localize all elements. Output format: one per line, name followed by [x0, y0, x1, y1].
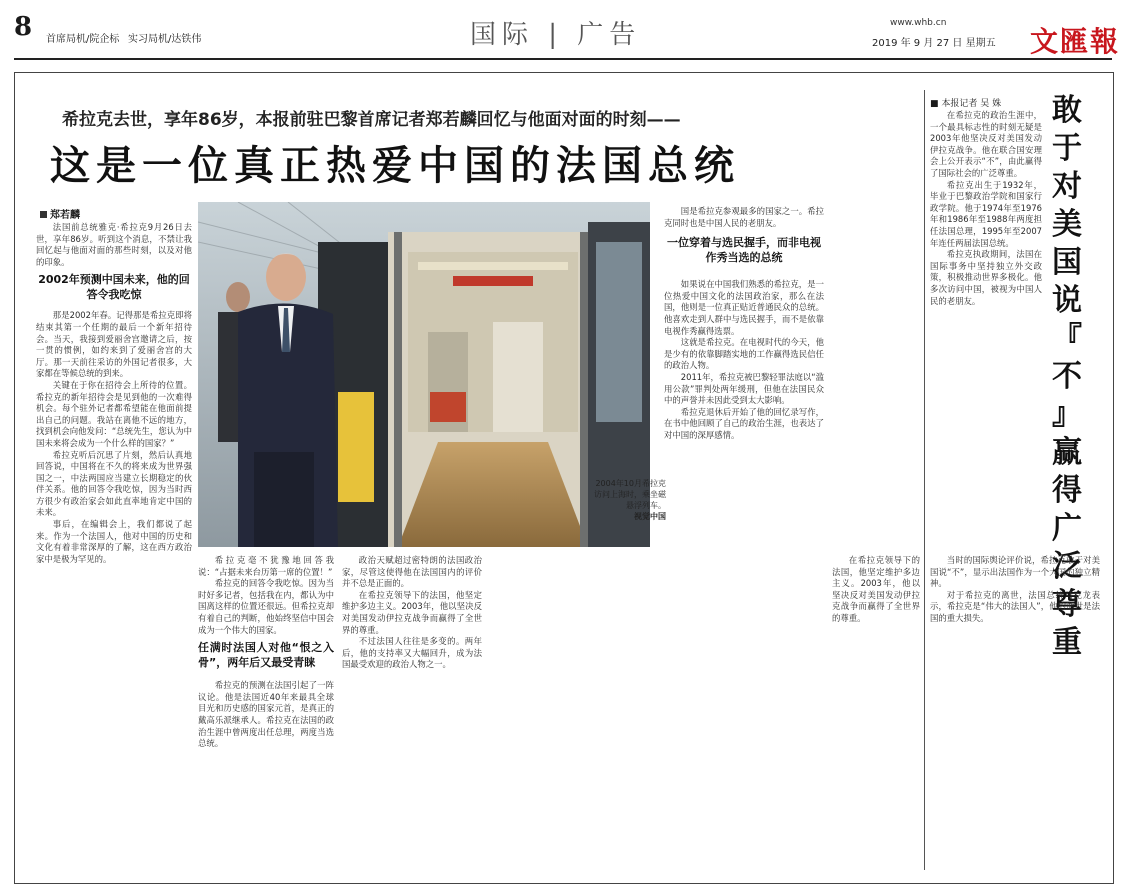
paragraph: 希拉克的回答令我吃惊。因为当时好多记者，包括我在内，都认为中国离这样的位置还很远。但希拉克却有着自己的判断，他始终坚信中国会成为一个伟大的国家。	[198, 578, 334, 635]
headline-char: 美	[1052, 207, 1082, 242]
paragraph: 政治天赋超过密特朗的法国政治家，尽管这使得他在法国国内的评价并不总是正面的。	[342, 555, 482, 589]
headline-char: 对	[1052, 169, 1082, 204]
issue-date: 2019 年 9 月 27 日 星期五	[872, 38, 996, 49]
article-column-5	[832, 555, 920, 873]
sidebar-divider	[924, 90, 925, 870]
article-photo	[198, 202, 650, 547]
headline-char: 说	[1052, 283, 1082, 318]
article-column-4	[664, 206, 824, 872]
paragraph: 2011年，希拉克被巴黎轻罪法庭以“滥用公款”罪判处两年缓刑，但他在法国民众中的声誉并未因此受到太大影响。	[664, 371, 824, 406]
photo-train-interior	[198, 202, 650, 547]
section-title: 国际 | 广告	[470, 20, 642, 50]
masthead-divider	[14, 58, 1112, 60]
masthead-editor-1: 首席局机/院企标	[46, 34, 120, 45]
headline-char: 广	[1052, 511, 1082, 546]
subheading-2: 任满时法国人对他“恨之入骨”，两年后又最受青睐	[198, 641, 334, 670]
article-headline: 这是一位真正热爱中国的法国总统	[50, 142, 740, 189]
subheading-3: 一位穿着与选民握手，而非电视作秀当选的总统	[667, 236, 821, 265]
masthead	[0, 0, 1125, 58]
masthead-editor-2: 实习局机/达铁伟	[128, 34, 202, 45]
headline-char: 』	[1052, 397, 1082, 432]
headline-char: 赢	[1052, 435, 1082, 470]
paragraph: 希拉克听后沉思了片刻，然后认真地回答说，中国将在不久的将来成为世界强国之一，中法两国应当建立长期稳定的伙伴关系。他的回答令我吃惊，因为当时西方很少有政治家会如此直率地肯定中国的未来。	[36, 449, 192, 518]
paragraph: 事后，在编辑会上，我们都说了起来。作为一个法国人，他对中国的历史和文化有着非常深厚的了解，这在西方政治家中是极为罕见的。	[36, 519, 192, 564]
site-url: www.whb.cn	[890, 18, 947, 28]
paragraph: 希拉克执政期间，法国在国际事务中坚持独立外交政策，积极推动世界多极化。他多次访问中国，被视为中国人民的老朋友。	[930, 249, 1042, 306]
article-column-2	[198, 555, 334, 873]
sidebar-column-top	[930, 110, 1042, 550]
article-kicker: 希拉克去世，享年86岁，本报前驻巴黎首席记者郑若麟回忆与他面对面的时刻——	[62, 110, 681, 130]
paragraph: 关键在于你在招待会上所待的位置。希拉克的新年招待会是见到他的一次难得机会。每个驻外记者都希望能在他面前提出自己的问题。我站在离他不远的地方，找到机会向他发问：“总统先生，您认为中国未来将会成为一个什么样的国家？”	[36, 379, 192, 448]
paragraph: 对于希拉克的离世，法国总统马克龙表示，希拉克是“伟大的法国人”，他的逝世是法国的重大损失。	[930, 589, 1100, 623]
paragraph: 在希拉克的政治生涯中，一个最具标志性的时刻无疑是2003年他坚决反对美国发动伊拉克战争。他在联合国安理会上公开表示“不”，由此赢得了国际社会的广泛尊重。	[930, 110, 1042, 178]
paragraph: 法国前总统雅克·希拉克9月26日去世，享年86岁。听到这个消息，不禁让我回忆起与他面对面的那些时刻，以及对他的印象。	[36, 222, 192, 267]
headline-char: 不	[1052, 359, 1082, 394]
headline-char: 得	[1052, 473, 1082, 508]
paragraph: 这就是希拉克。在电视时代的今天，他是少有的依靠脚踏实地的工作赢得选民信任的政治人物。	[664, 337, 824, 371]
paragraph: 不过法国人往往是多变的。两年后，他的支持率又大幅回升，成为法国最受欢迎的政治人物之一。	[342, 636, 482, 670]
article-byline: 郑若麟	[40, 206, 80, 221]
sidebar-column-bottom	[930, 555, 1100, 873]
paragraph: 希拉克的预测在法国引起了一阵议论。他是法国近40年来最具全球目光和历史感的国家元首，是真正的戴高乐派继承人。希拉克在法国的政治生涯中曾两度出任总理，两度当选总统。	[198, 680, 334, 749]
headline-char: 国	[1052, 245, 1082, 280]
caption-text: 2004年10月希拉克访问上海时，乘坐磁悬浮列车。	[594, 479, 666, 510]
paragraph: 当时的国际舆论评价说，希拉克敢于对美国说“不”，显示出法国作为一个大国的独立精神。	[930, 555, 1100, 589]
headline-char: 于	[1052, 131, 1082, 166]
paragraph: 国是希拉克参观最多的国家之一。希拉克同时也是中国人民的老朋友。	[664, 206, 824, 228]
paragraph: 在希拉克领导下的法国，他坚定维护多边主义。2003年，他以坚决反对美国发动伊拉克战争而赢得了全世界的尊重。	[342, 589, 482, 635]
paragraph: 希拉克出生于1932年，毕业于巴黎政治学院和国家行政学院。他于1974年至1976年和1986年至1988年两度担任法国总理，1995年至2007年连任两届法国总统。	[930, 179, 1042, 248]
subheading-1: 2002年预测中国未来，他的回答令我吃惊	[38, 273, 190, 302]
photo-credit: 视觉中国	[634, 512, 666, 521]
photo-caption	[588, 478, 666, 522]
page-number: 8	[14, 12, 33, 42]
headline-char: 『	[1052, 321, 1082, 356]
headline-char: 敢	[1052, 93, 1082, 128]
paragraph: 如果说在中国我们熟悉的希拉克，是一位热爱中国文化的法国政治家，那么在法国，他则是一位真正贴近普通民众的总统。他喜欢走到人群中与选民握手，而不是依靠电视作秀赢得选票。	[664, 279, 824, 336]
headline-char: 泛	[1052, 549, 1082, 584]
article-column-1	[36, 222, 192, 872]
paragraph: 在希拉克领导下的法国，他坚定维护多边主义。2003年，他以坚决反对美国发动伊拉克战争而赢得了全世界的尊重。	[832, 555, 920, 623]
newspaper-logo: 文匯報	[1030, 25, 1121, 58]
paragraph: 希拉克退休后开始了他的回忆录写作，在书中他回顾了自己的政治生涯，也表达了对中国的深厚感情。	[664, 406, 824, 440]
paragraph: 那是2002年春。记得那是希拉克即将结束其第一个任期的最后一个新年招待会。当天，我接到爱丽舍宫邀请之后，按一贯的惯例，如约来到了爱丽舍宫的大厅。那一天前往采访的外国记者很多，大家都在等候总统的到来。	[36, 310, 192, 379]
headline-char: 重	[1052, 625, 1082, 660]
headline-char: 尊	[1052, 587, 1082, 622]
paragraph: 希拉克毫不犹豫地回答我说：“占据未来台历第一席的位置！”	[198, 555, 334, 577]
article-column-3	[342, 555, 482, 873]
sidebar-byline: ■ 本报记者 吴 姝	[930, 99, 1002, 109]
